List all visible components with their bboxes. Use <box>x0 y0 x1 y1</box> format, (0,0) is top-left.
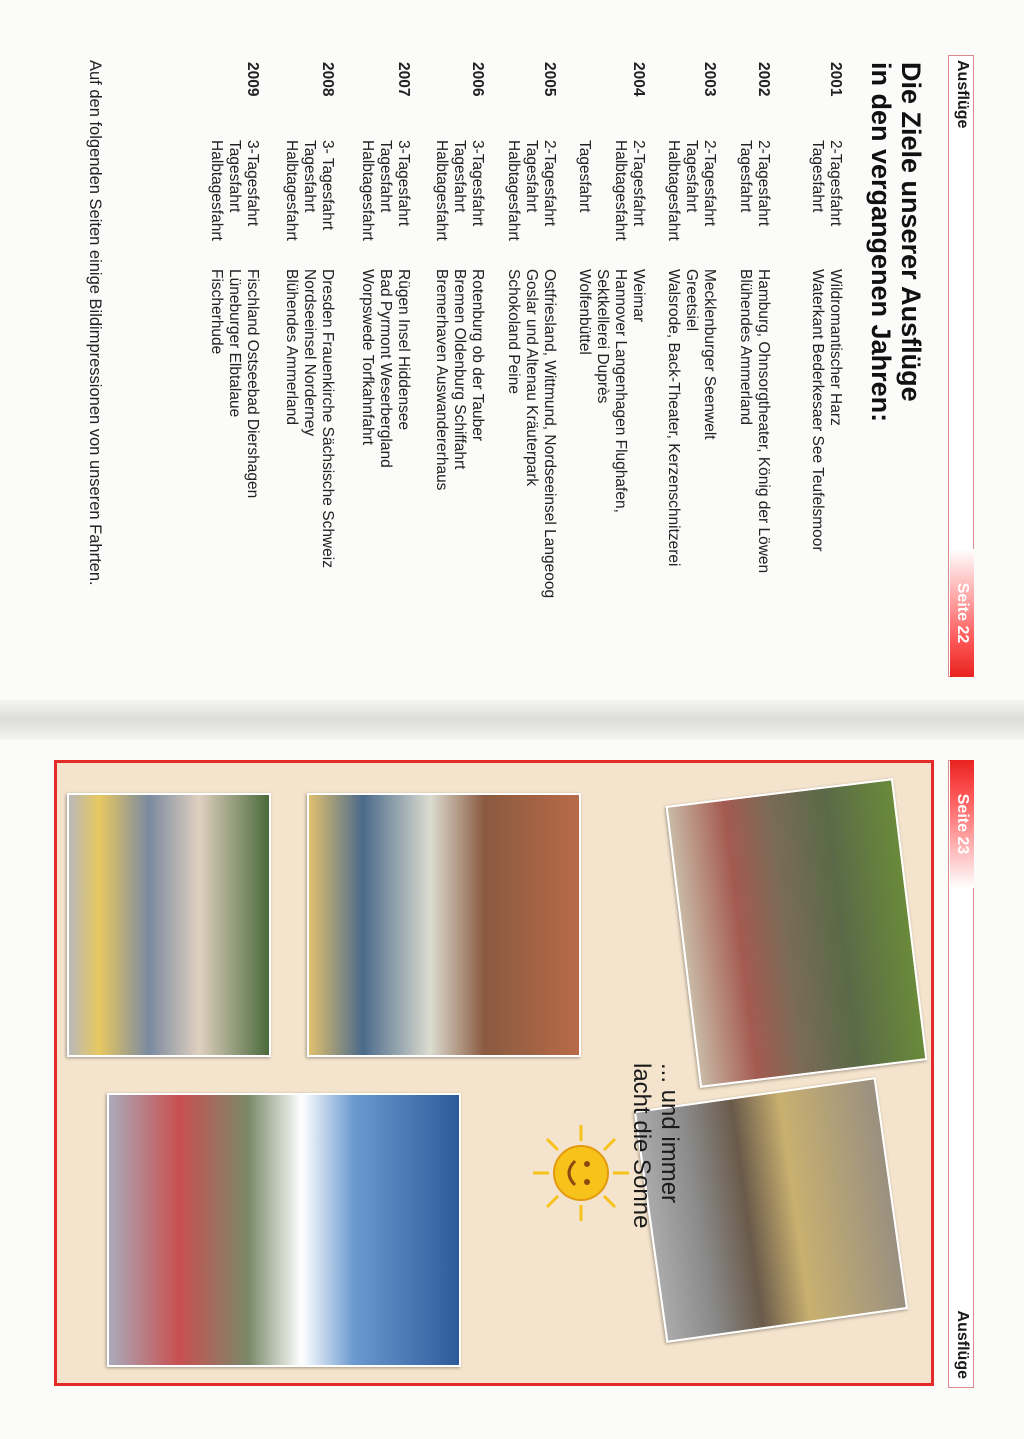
trip-destination: Rügen Insel Hiddensee <box>395 269 412 431</box>
trip-destination: Hannover Langenhagen Flughafen, <box>612 269 629 513</box>
trip-destinations <box>207 269 261 689</box>
trip-destination: Worpswede Torfkahnfahrt <box>359 269 376 446</box>
trip-year-label: 2002 <box>755 62 772 97</box>
trip-type: Tagesfahrt <box>576 140 593 213</box>
trip-types <box>432 140 486 260</box>
trip-destination: Hamburg, Ohnsorgtheater, König der Löwen <box>755 269 772 574</box>
trip-destination: Sektkellerei Duprès <box>594 269 611 404</box>
page-title <box>866 62 926 422</box>
photo-cafe-visit <box>67 793 271 1057</box>
footer-note: Auf den folgenden Seiten einige Bildimpressionen von unseren Fahrten. <box>86 60 104 586</box>
right-page-number: Seite 23 <box>950 760 974 888</box>
trip-destination: Dresden Frauenkirche Sächsische Schweiz <box>319 269 336 568</box>
trip-destination: Ostfriesland, Wittmund, Nordseeinsel Langeoog <box>541 269 558 599</box>
trip-destination: Bremen Oldenburg Schiffahrt <box>451 269 468 470</box>
trip-destination: Bad Pyrmont Weserbergland <box>377 269 394 468</box>
trip-destination: Greetsiel <box>683 269 700 332</box>
trip-type: Tagesfahrt <box>809 140 826 213</box>
trip-destination: Blühendes Ammerland <box>283 269 300 425</box>
trip-destination: Lüneburger Elbtalaue <box>226 269 243 418</box>
right-header-label: Ausflüge <box>954 1310 971 1379</box>
trip-types <box>575 140 647 260</box>
trip-destination: Waterkant Bederkesaer See Teufelsmoor <box>809 269 826 552</box>
trip-types <box>358 140 412 260</box>
trip-type: Tagesfahrt <box>737 140 754 213</box>
trip-destination: Wolfenbüttel <box>576 269 593 355</box>
trip-type: 3-Tagesfahrt <box>244 140 261 227</box>
trip-type: 2-Tagesfahrt <box>630 140 647 227</box>
trip-types <box>664 140 718 260</box>
photo-town-hall <box>307 793 581 1057</box>
trip-type: Halbtagesfahrt <box>665 140 682 241</box>
caption-line-2: lacht die Sonne <box>628 1063 655 1229</box>
trip-destination: Fischland Ostseebad Diershagen <box>244 269 261 499</box>
trip-type: 2-Tagesfahrt <box>755 140 772 227</box>
trip-destination: Fischerhude <box>208 269 225 355</box>
trip-destination: Nordseeinsel Norderney <box>301 269 318 437</box>
trip-type: Halbtagesfahrt <box>612 140 629 241</box>
sun-icon <box>531 1123 631 1223</box>
trip-type: 3- Tagesfahrt <box>319 140 336 231</box>
left-header-label: Ausflüge <box>954 60 971 129</box>
trip-types <box>504 140 558 260</box>
page-fold <box>0 700 1024 740</box>
trip-type: Tagesfahrt <box>451 140 468 213</box>
trip-type: 3-Tagesfahrt <box>469 140 486 227</box>
trip-destinations <box>432 269 486 689</box>
trip-destinations <box>808 269 844 689</box>
trip-year-label: 2007 <box>395 62 412 97</box>
trip-type: Halbtagesfahrt <box>505 140 522 241</box>
trip-type: 2-Tagesfahrt <box>541 140 558 227</box>
trip-types <box>282 140 336 260</box>
trip-destinations <box>575 269 647 689</box>
trip-year-label: 2004 <box>630 62 647 97</box>
trip-type: Halbtagesfahrt <box>433 140 450 241</box>
trip-year-label: 2006 <box>469 62 486 97</box>
title-line-2: in den vergangenen Jahren: <box>866 62 896 423</box>
trip-type: Halbtagesfahrt <box>208 140 225 241</box>
trip-types <box>808 140 844 260</box>
photo-group-steinberger-seenland <box>666 778 928 1088</box>
trip-type: Tagesfahrt <box>226 140 243 213</box>
trip-destination: Blühendes Ammerland <box>737 269 754 425</box>
trip-type: Tagesfahrt <box>377 140 394 213</box>
trip-type: 2-Tagesfahrt <box>701 140 718 227</box>
trip-type: Tagesfahrt <box>683 140 700 213</box>
collage-caption <box>627 1063 683 1228</box>
left-page-header <box>948 55 974 677</box>
trip-destinations <box>736 269 772 689</box>
trip-destinations <box>282 269 336 689</box>
trip-destination: Goslar und Altenau Kräuterpark <box>523 269 540 487</box>
trip-destination: Mecklenburger Seenwelt <box>701 269 718 440</box>
trip-year-label: 2005 <box>541 62 558 97</box>
trip-type: 2-Tagesfahrt <box>827 140 844 227</box>
trip-destination: Wildromantischer Harz <box>827 269 844 426</box>
trip-type: Halbtagesfahrt <box>359 140 376 241</box>
trip-destination: Bremerhaven Auswandererhaus <box>433 269 450 491</box>
trip-types <box>736 140 772 260</box>
trip-year-label: 2008 <box>319 62 336 97</box>
trip-destination: Weimar <box>630 269 647 323</box>
trip-destination: Rotenburg ob der Tauber <box>469 269 486 442</box>
trip-year-label: 2003 <box>701 62 718 97</box>
photo-group-harbor <box>107 1093 461 1367</box>
caption-line-1: ... und immer <box>656 1063 683 1204</box>
trip-destination: Schokoland Peine <box>505 269 522 394</box>
photo-collage <box>54 760 934 1386</box>
trip-type: Tagesfahrt <box>301 140 318 213</box>
trip-destinations <box>358 269 412 689</box>
trip-year-label: 2001 <box>827 62 844 97</box>
trip-type: 3-Tagesfahrt <box>395 140 412 227</box>
trip-type: Halbtagesfahrt <box>283 140 300 241</box>
trip-type <box>593 140 611 260</box>
trip-destinations <box>504 269 558 689</box>
title-line-1: Die Ziele unserer Ausflüge <box>896 62 926 402</box>
left-page-number: Seite 22 <box>950 549 974 677</box>
trip-year-label: 2009 <box>244 62 261 97</box>
trip-type: Tagesfahrt <box>523 140 540 213</box>
trip-destination: Walsrode, Back-Theater, Kerzenschnitzerei <box>665 269 682 567</box>
trip-destinations <box>664 269 718 689</box>
trip-types <box>207 140 261 260</box>
right-page-header <box>948 760 974 1388</box>
